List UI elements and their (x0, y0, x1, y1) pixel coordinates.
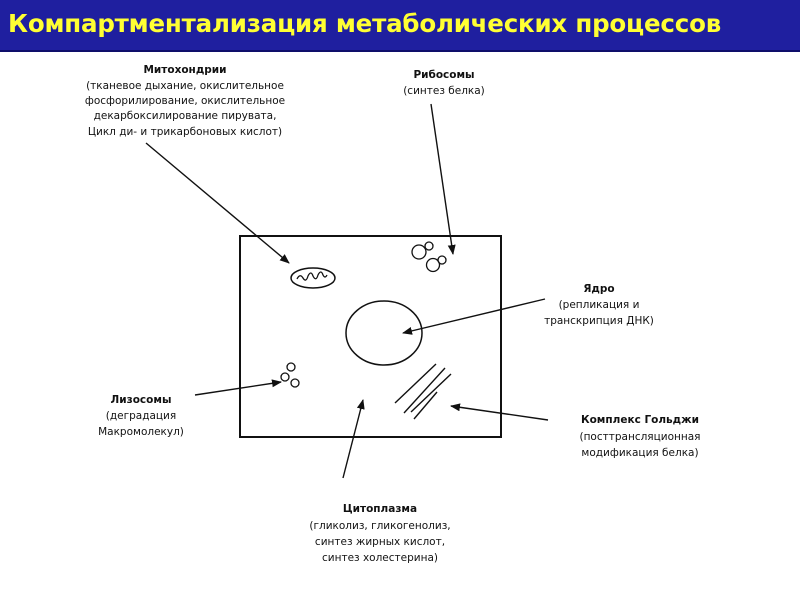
lysosomes-shape (281, 363, 299, 387)
svg-text:Рибосомы: Рибосомы (413, 69, 475, 81)
mitochondrion-shape (291, 268, 335, 288)
arrow-ribosomes (431, 104, 453, 254)
arrow-nucleus (403, 299, 545, 333)
nucleus-shape (346, 301, 422, 365)
arrow-golgi (451, 406, 548, 420)
svg-text:синтез жирных кислот,: синтез жирных кислот, (314, 536, 446, 548)
golgi-shape (395, 364, 451, 419)
svg-text:Ядро: Ядро (583, 283, 615, 295)
cell-membrane (240, 236, 501, 437)
arrows (146, 104, 548, 478)
arrow-lysosomes (195, 382, 281, 395)
svg-text:(гликолиз, гликогенолиз,: (гликолиз, гликогенолиз, (309, 520, 451, 532)
ribosomes-shape (412, 242, 446, 272)
svg-text:(тканевое дыхание, окислительн: (тканевое дыхание, окислительное (86, 80, 284, 92)
svg-text:транскрипция ДНК): транскрипция ДНК) (544, 315, 654, 327)
svg-text:(синтез белка): (синтез белка) (403, 85, 485, 97)
svg-text:(посттрансляционная: (посттрансляционная (579, 431, 701, 443)
svg-text:фосфорилирование, окислительно: фосфорилирование, окислительное (84, 95, 286, 107)
svg-text:Макромолекул): Макромолекул) (98, 426, 184, 438)
svg-text:модификация белка): модификация белка) (581, 447, 699, 459)
label-cytoplasm (309, 503, 450, 564)
label-lysosomes (98, 394, 184, 438)
svg-text:синтез холестерина): синтез холестерина) (321, 552, 439, 564)
page-title: Компартментализация метаболических процессов (8, 9, 722, 38)
arrow-mitochondria (146, 143, 289, 263)
svg-text:Цитоплазма: Цитоплазма (342, 503, 418, 515)
svg-text:(деградация: (деградация (105, 410, 177, 422)
svg-text:Митохондрии: Митохондрии (143, 64, 227, 76)
label-ribosomes (403, 69, 485, 97)
label-golgi (579, 414, 700, 459)
svg-text:Комплекс Гольджи: Комплекс Гольджи (581, 414, 699, 426)
svg-text:декарбоксилирование пирувата,: декарбоксилирование пирувата, (93, 110, 277, 122)
label-nucleus (544, 283, 654, 327)
svg-text:Лизосомы: Лизосомы (110, 394, 172, 406)
svg-text:(репликация и: (репликация и (558, 299, 640, 311)
svg-text:Цикл ди- и трикарбоновых кисло: Цикл ди- и трикарбоновых кислот) (87, 126, 283, 138)
arrow-cytoplasm (343, 400, 363, 478)
label-mitochondria (85, 64, 285, 138)
